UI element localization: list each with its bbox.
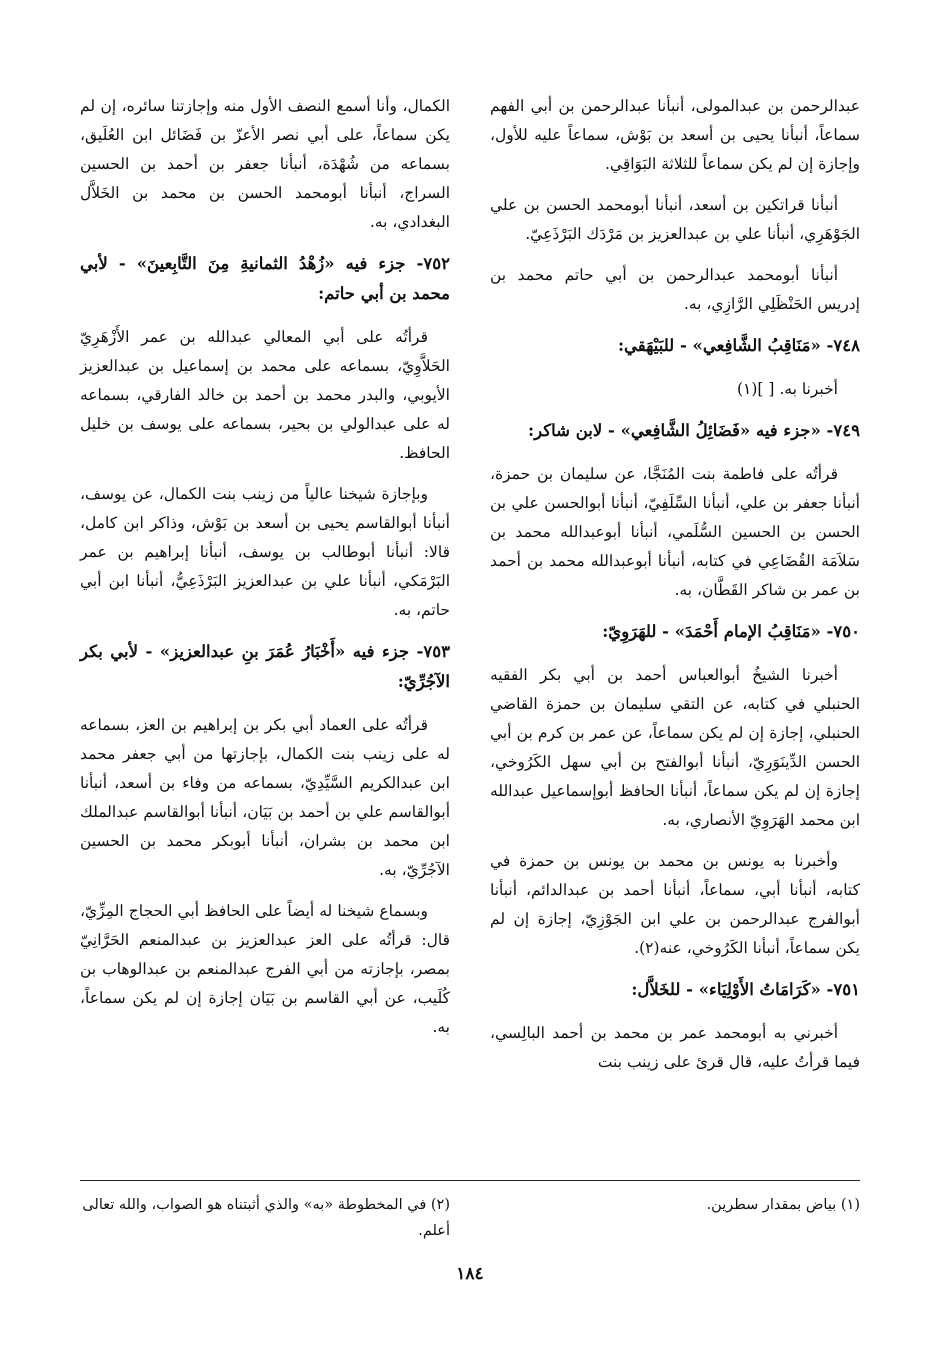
- page-number: ١٨٤: [456, 1264, 484, 1284]
- paragraph: وأخبرنا به يونس بن محمد بن يونس بن حمزة في كتابه، أنبأنا أبي، سماعاً، أنبأنا أحمد بن عبدالدائم، أنبأنا أبوالفرج عبدالرحمن بن علي ابن الجَوْزِيّ، إجازة إن لم يكن سماعاً، أنبأنا الكَرُوخي، عنه(٢).: [490, 852, 860, 957]
- entry-heading-753: ٧٥٣- جزء فيه «أَخْبَارُ عُمَرَ بنِ عبدالعزيز» - لأبي بكر الآجُرِّيّ:: [80, 642, 450, 691]
- right-column: [490, 92, 860, 1089]
- paragraph: أنبأنا أبومحمد عبدالرحمن بن أبي حاتم محمد بن إدريس الحَنْظَلِي الرَّازِي، به.: [490, 266, 860, 313]
- book-page: [80, 92, 860, 1292]
- paragraph: أخبرنا به. [ ](١): [736, 380, 838, 398]
- paragraph: أنبأنا قراتكين بن أسعد، أنبأنا أبومحمد الحسن بن علي الجَوْهَرِي، أنبأنا علي بن عبدالعزيز بن مَرْدَك البَرْذَعِيّ.: [490, 196, 860, 243]
- paragraph: عبدالرحمن بن عبدالمولى، أنبأنا عبدالرحمن بن أبي الفهم سماعاً، أنبأنا يحيى بن أسعد بن بَوْش، سماعاً عليه للأول، وإجازة إن لم يكن سماعاً للثلاثة البَوَاقِي.: [490, 97, 860, 173]
- entry-heading-749: ٧٤٩- «جزء فيه «فَضَائِلُ الشَّافِعي» - لابن شاكر:: [528, 421, 860, 440]
- paragraph: وبسماع شيخنا له أيضاً على الحافظ أبي الحجاج المِزِّيّ، قال: قرأتُه على العز عبدالعزيز بن عبدالمنعم الحَرَّانِيّ بمصر، بإجازته من أبي الفرج عبدالمنعم بن عبدالوهاب بن كُلَيب، عن أبي القاسم بن بَيَان إجازة إن لم يكن سماعاً، به.: [80, 902, 450, 1036]
- entry-heading-750: ٧٥٠- «مَنَاقِبُ الإمام أَحْمَدَ» - للهَرَوِيّ:: [602, 622, 860, 641]
- paragraph: أخبرني به أبومحمد عمر بن محمد بن أحمد البالِسي، فيما قرأتُ عليه، قال قرئ على زينب بنت: [490, 1024, 860, 1071]
- paragraph: أخبرنا الشيخُ أبوالعباس أحمد بن أبي بكر الفقيه الحنبلي في كتابه، عن التقي سليمان بن حمزة القاضي الحنبلي، إجازة إن لم يكن سماعاً، عن عمر بن كرم بن أبي الحسن الدِّينَوَرِيّ، أنبأنا أبوالفتح بن أبي سهل الكَرُوخي، إجازة إن لم يكن سماعاً، أنبأنا الحافظ أبوإسماعيل عبدالله ابن محمد الهَرَوِيّ الأنصاري، به.: [490, 666, 860, 829]
- paragraph: قرأتُه على أبي المعالي عبدالله بن عمر الأَزْهَرِيّ الحَلاَّوِيّ، بسماعه على محمد بن إسماعيل بن عبدالعزيز الأيوبي، والبدر محمد بن أحمد بن خالد الفارقي، بسماعه له على عبدالولي بن بحير، بسماعه على يوسف بن خليل الحافظ.: [80, 328, 450, 462]
- paragraph: وبإجازة شيخنا عالياً من زينب بنت الكمال، عن يوسف، أنبأنا أبوالقاسم يحيى بن أسعد بن بَوْش، وذاكر ابن كامل، قالا: أنبأنا أبوطالب بن يوسف، أنبأنا إبراهيم بن عمر البَرْمَكي، أنبأنا علي بن عبدالعزيز البَرْذَعِيُّ، أنبأنا ابن أبي حاتم، به.: [80, 485, 450, 619]
- entry-heading-751: ٧٥١- «كَرَامَاتُ الأَوْلِيَاء» - للخَلاَّل:: [631, 980, 860, 999]
- footnote-2: (٢) في المخطوطة «به» والذي أثبتناه هو الصواب، والله تعالى أعلم.: [82, 1197, 450, 1239]
- entry-heading-752: ٧٥٢- جزء فيه «زُهْدُ الثمانيةِ مِنَ التَّابِعينَ» - لأبي محمد بن أبي حاتم:: [80, 254, 450, 303]
- paragraph: قرأتُه على العماد أبي بكر بن إبراهيم بن العز، بسماعه له على زينب بنت الكمال، بإجازتها من أبي جعفر محمد ابن عبدالكريم السَّيِّدِيّ، بسماعه من وفاء بن أسعد، أنبأنا أبوالقاسم علي بن أحمد بن بَيَان، أنبأنا أبوالقاسم عبدالملك ابن محمد بن بشران، أنبأنا أبوبكر محمد بن الحسين الآجُرِّيّ، به.: [80, 716, 450, 879]
- footnote-1: (١) بياض بمقدار سطرين.: [706, 1197, 860, 1213]
- paragraph: الكمال، وأنا أسمع النصف الأول منه وإجازتنا سائره، إن لم يكن سماعاً، على أبي نصر الأعزّ بن فَضَائل ابن العُلَيق، بسماعه من شُهْدَة، أنبأنا جعفر بن أحمد بن الحسين السراج، أنبأنا أبومحمد الحسن بن محمد بن الخَلاَّل البغدادي، به.: [80, 97, 450, 231]
- entry-heading-748: ٧٤٨- «مَنَاقِبُ الشَّافِعي» - للبَيْهَقي:: [617, 336, 860, 355]
- paragraph: قرأتُه على فاطمة بنت المُنَجَّا، عن سليمان بن حمزة، أنبأنا جعفر بن علي، أنبأنا السِّلَفِيّ، أنبأنا أبوالحسن علي بن الحسن بن الحسين السُّلَمي، أنبأنا أبوعبدالله محمد بن سَلاَمَة القُضَاعِي في كتابه، أنبأنا أبوعبدالله محمد بن أحمد بن عمر بن شاكر القَطَّان، به.: [490, 465, 860, 599]
- left-column: [80, 92, 450, 1054]
- footnote-divider: [80, 1180, 860, 1181]
